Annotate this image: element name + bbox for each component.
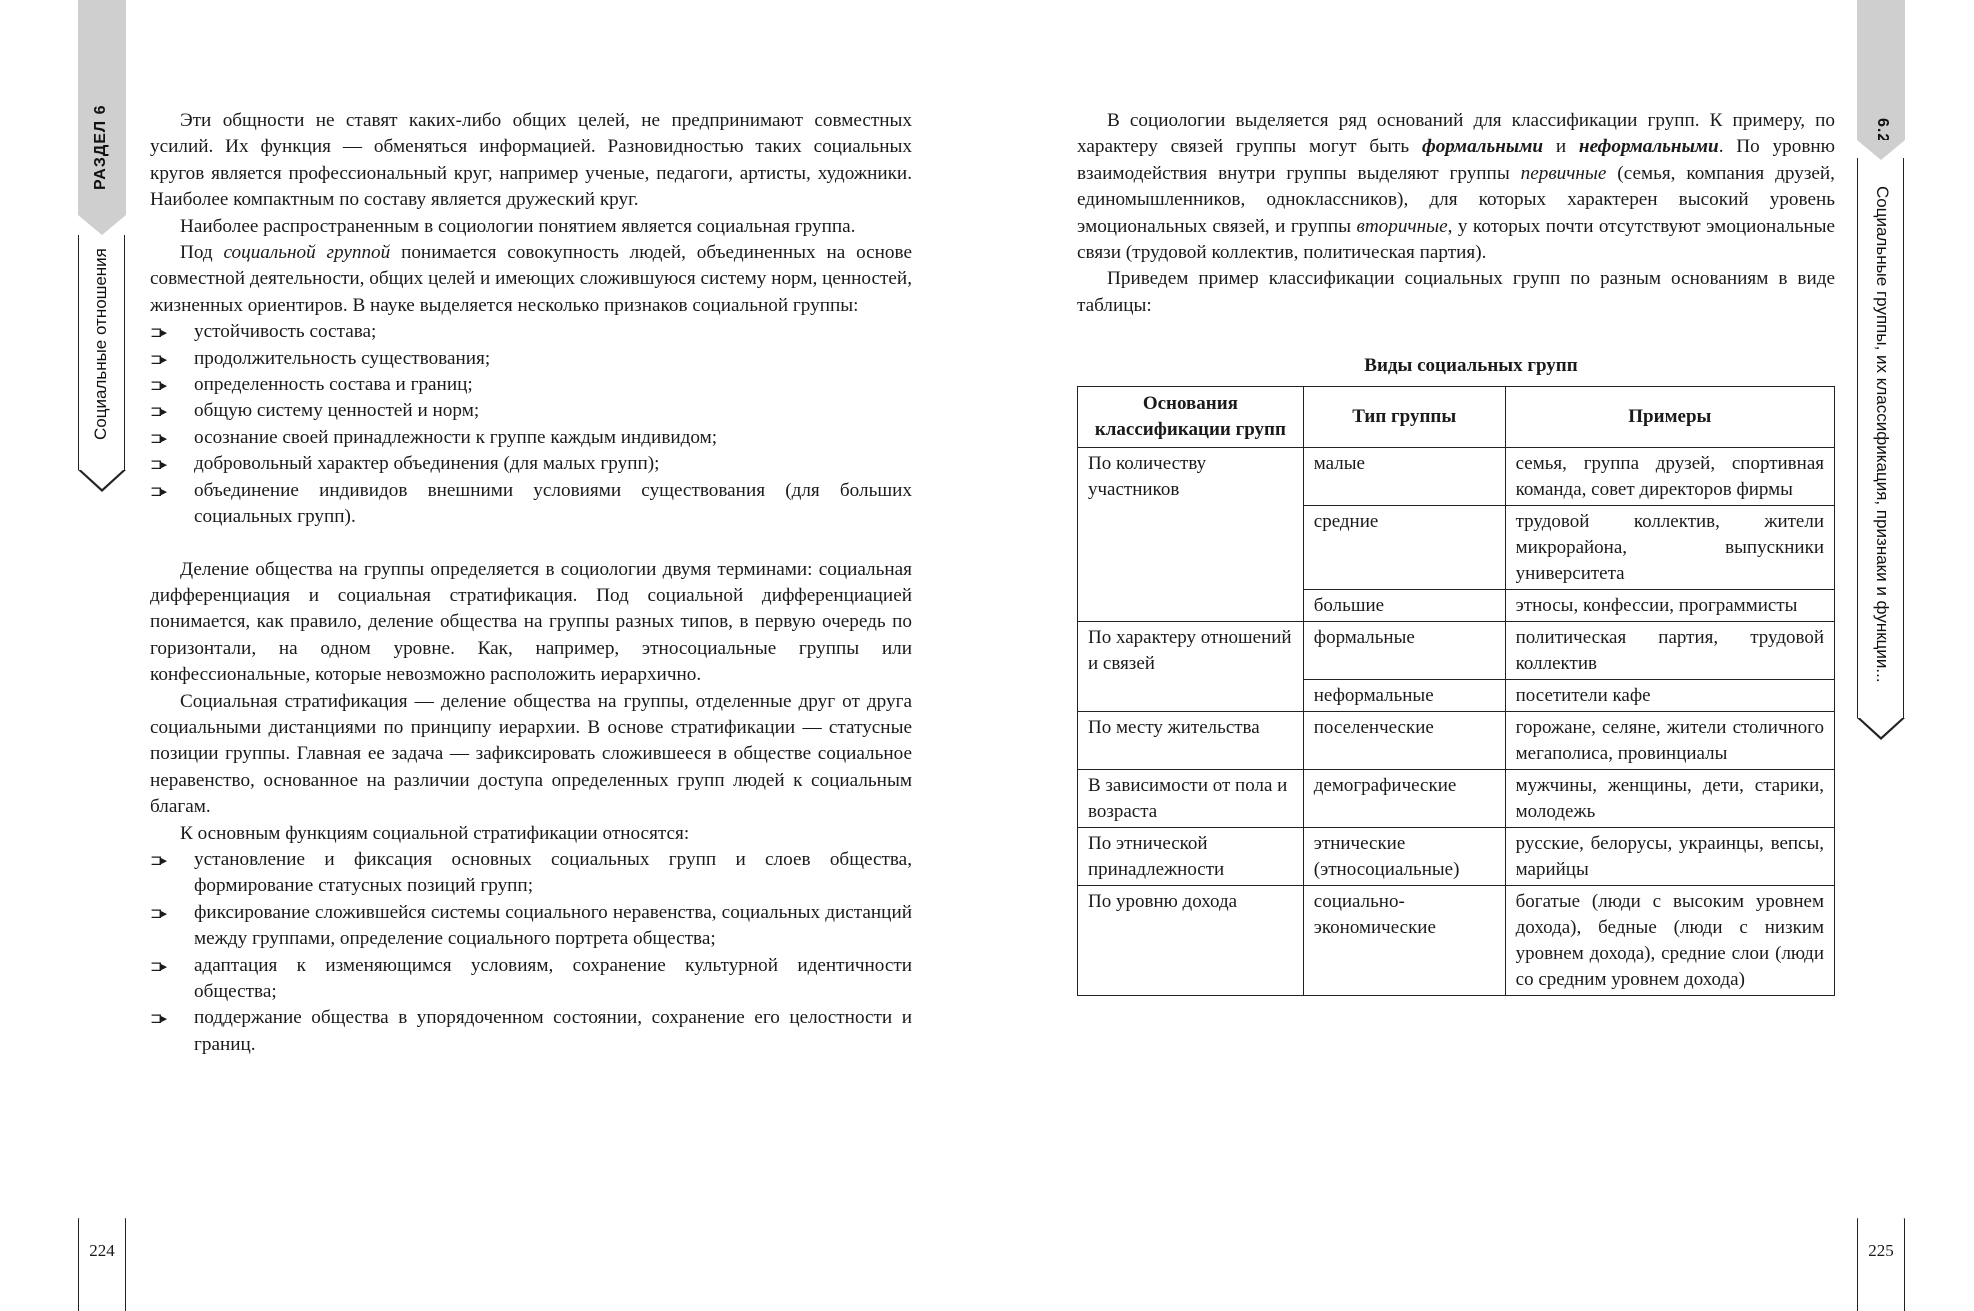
list-item: [150, 478, 912, 531]
table-cell: мужчины, женщины, дети, старики, молодежь: [1505, 769, 1834, 827]
paragraph: Социальная стратификация — деление общества на группы, отделенные друг от друга социальными дистанциями по принципу иерархии. В основе стратификации — статусные позиции группы. Главная ее задача — зафиксировать сложившееся в обществе социальное неравенство, основанное на различии доступа определенных групп людей к социальным благам.: [150, 690, 912, 818]
list-item: [150, 372, 912, 398]
paragraph: Эти общности не ставят каких-либо общих целей, не предпринимают совместных усилий. Их функция — обменяться информацией. Разновидностью таких социальных кругов является профессиональный круг, например ученые, педагоги, артисты, художники. Наиболее компактным по составу является дружеский круг.: [150, 110, 912, 211]
list-item-text: объединение индивидов внешними условиями существования (для больших социальных групп).: [194, 479, 912, 528]
text-span: , у которых почти отсутствуют эмоциональные связи (трудовой коллектив, политическая партия).: [1077, 215, 1836, 264]
term: вторичные: [1356, 215, 1448, 237]
list-item: [150, 1005, 912, 1058]
section-tab: [78, 0, 126, 215]
bullet-arrow-icon: ⊐▸: [150, 428, 165, 447]
table-cell: поселенческие: [1303, 711, 1505, 769]
spacer: [1077, 319, 1835, 353]
right-page: [987, 0, 1974, 1300]
list-item-text: добровольный характер объединения (для малых групп);: [194, 453, 660, 475]
table-cell: богатые (люди с высоким уровнем дохода), бедные (люди с низким уровнем дохода), средние слои (люди со средним уровнем дохода): [1505, 885, 1834, 995]
text-span: и: [1543, 136, 1579, 158]
table-cell: средние: [1303, 505, 1505, 589]
list-item-text: поддержание общества в упорядоченном состоянии, сохранение его целостности и границ.: [194, 1007, 912, 1055]
table-cell: горожане, селяне, жители столичного мегаполиса, провинциалы: [1505, 711, 1834, 769]
paragraph: Приведем пример классификации социальных групп по разным основаниям в виде таблицы:: [1077, 268, 1835, 316]
list-item: [150, 451, 912, 477]
column-header: Тип группы: [1303, 386, 1505, 447]
text-span: В социологии выделяется ряд оснований для классификации групп. К примеру, по характеру связей группы могут быть: [1077, 110, 1835, 158]
arrow-down-icon: [78, 470, 126, 492]
list-item: [150, 953, 912, 1006]
page-number: 225: [1868, 1241, 1894, 1260]
list-item-text: общую систему ценностей и норм;: [194, 400, 480, 422]
bullet-arrow-icon: ⊐▸: [150, 956, 165, 975]
paragraph: Наиболее распространенным в социологии понятием является социальная группа.: [180, 215, 856, 237]
table-row: [1078, 827, 1835, 885]
subsection-tab: [1857, 0, 1905, 144]
bullet-arrow-icon: ⊐▸: [150, 455, 165, 474]
table-cell: формальные: [1303, 621, 1505, 679]
table-cell: этнические (этносоциальные): [1303, 827, 1505, 885]
page-number: 224: [89, 1241, 115, 1260]
list-item: [150, 900, 912, 953]
running-header-left: [78, 235, 125, 470]
paragraph: [1077, 108, 1835, 266]
list-item-text: осознание своей принадлежности к группе каждым индивидом;: [194, 426, 718, 448]
table-cell: По месту жительства: [1078, 711, 1304, 769]
table-cell: По количеству участников: [1078, 447, 1304, 621]
left-text-column: [150, 108, 912, 1058]
table-cell: В зависимости от пола и возраста: [1078, 769, 1304, 827]
list-item-text: установление и фиксация основных социальных групп и слоев общества, формирование статусных позиций групп;: [194, 848, 912, 897]
spacer: [150, 531, 912, 557]
table-cell: неформальные: [1303, 679, 1505, 711]
term: неформальными: [1578, 136, 1719, 158]
table-row: [1078, 447, 1835, 505]
paragraph: Деление общества на группы определяется в социологии двумя терминами: социальная дифференциация и социальная стратификация. Под социальной дифференциацией понимается, как правило, деление общества на группы разных типов, в первую очередь по горизонтали, на одном уровне. Как, например, этносоциальные группы или конфессиональные, которые невозможно расположить иерархично.: [150, 558, 912, 686]
table-cell: По этнической принадлежности: [1078, 827, 1304, 885]
table-cell: русские, белорусы, украинцы, вепсы, марийцы: [1505, 827, 1834, 885]
running-header-right: [1857, 158, 1904, 718]
table-cell: малые: [1303, 447, 1505, 505]
table-row: [1078, 885, 1835, 995]
right-text-column: [1077, 108, 1835, 996]
table-header-row: [1078, 386, 1835, 447]
column-header: Примеры: [1505, 386, 1834, 447]
list-item-text: адаптация к изменяющимся условиям, сохранение культурной идентичности общества;: [194, 954, 912, 1002]
table-cell: большие: [1303, 589, 1505, 621]
table-cell: семья, группа друзей, спортивная команда, совет директоров фирмы: [1505, 447, 1834, 505]
list-item: [150, 398, 912, 424]
bullet-arrow-icon: ⊐▸: [150, 481, 165, 500]
subsection-tab-label: 6.2: [1874, 118, 1891, 144]
left-page: [0, 0, 987, 1300]
column-header: Основания классификации групп: [1078, 386, 1304, 447]
bullet-arrow-icon: ⊐▸: [150, 903, 165, 922]
bullet-arrow-icon: ⊐▸: [150, 402, 165, 421]
text-span: понимается совокупность людей, объединенных на основе совместной деятельности, общих целей и имеющих сложившуюся систему норм, ценностей, жизненных ориентиров. В науке выделяется несколько признаков социальной группы:: [150, 242, 912, 316]
term: формальными: [1421, 136, 1544, 158]
bullet-arrow-icon: ⊐▸: [150, 850, 165, 869]
text-span: (семья, компания друзей, единомышленников, одноклассников), для которых характерен высокий уровень эмоциональных связей, и группы: [1077, 162, 1835, 237]
table-cell: По характеру отношений и связей: [1078, 621, 1304, 711]
bullet-arrow-icon: ⊐▸: [150, 349, 165, 368]
table-cell: социально-экономические: [1303, 885, 1505, 995]
paragraph: [150, 240, 912, 319]
table-row: [1078, 711, 1835, 769]
list-item: [150, 425, 912, 451]
arrow-down-icon: [1857, 718, 1905, 740]
page-number-box: [1857, 1218, 1905, 1311]
list-item-text: устойчивость состава;: [194, 321, 377, 343]
text-span: . По уровню взаимодействия внутри группы выделяют группы: [1077, 136, 1835, 184]
bullet-arrow-icon: ⊐▸: [150, 1009, 165, 1028]
table-title: Виды социальных групп: [1364, 355, 1578, 377]
bullet-arrow-icon: ⊐▸: [150, 323, 165, 342]
list-item-text: фиксирование сложившейся системы социального неравенства, социальных дистанций между группами, определение социального портрета общества;: [194, 901, 912, 950]
running-header-left-label: Социальные отношения: [91, 248, 110, 440]
page-number-box: [78, 1218, 126, 1311]
table-cell: По уровню дохода: [1078, 885, 1304, 995]
table-cell: этносы, конфессии, программисты: [1505, 589, 1834, 621]
paragraph: К основным функциям социальной стратификации относятся:: [180, 822, 690, 844]
list-item: [150, 319, 912, 345]
term: первичные: [1520, 162, 1607, 184]
list-item: [150, 346, 912, 372]
social-groups-table: [1077, 386, 1835, 996]
table-row: [1078, 621, 1835, 679]
table-row: [1078, 769, 1835, 827]
term: социальной группой: [223, 242, 391, 264]
features-list: [150, 319, 912, 530]
text-span: Под: [180, 242, 224, 264]
list-item: [150, 847, 912, 900]
table-cell: политическая партия, трудовой коллектив: [1505, 621, 1834, 679]
table-cell: демографические: [1303, 769, 1505, 827]
functions-list: [150, 847, 912, 1058]
table-cell: посетители кафе: [1505, 679, 1834, 711]
list-item-text: определенность состава и границ;: [194, 374, 473, 396]
table-cell: трудовой коллектив, жители микрорайона, выпускники университета: [1505, 505, 1834, 589]
list-item-text: продолжительность существования;: [194, 347, 491, 369]
running-header-right-label: Социальные группы, их классификация, признаки и функции...: [1873, 186, 1892, 683]
bullet-arrow-icon: ⊐▸: [150, 376, 165, 395]
section-tab-label: РАЗДЕЛ 6: [92, 104, 109, 190]
